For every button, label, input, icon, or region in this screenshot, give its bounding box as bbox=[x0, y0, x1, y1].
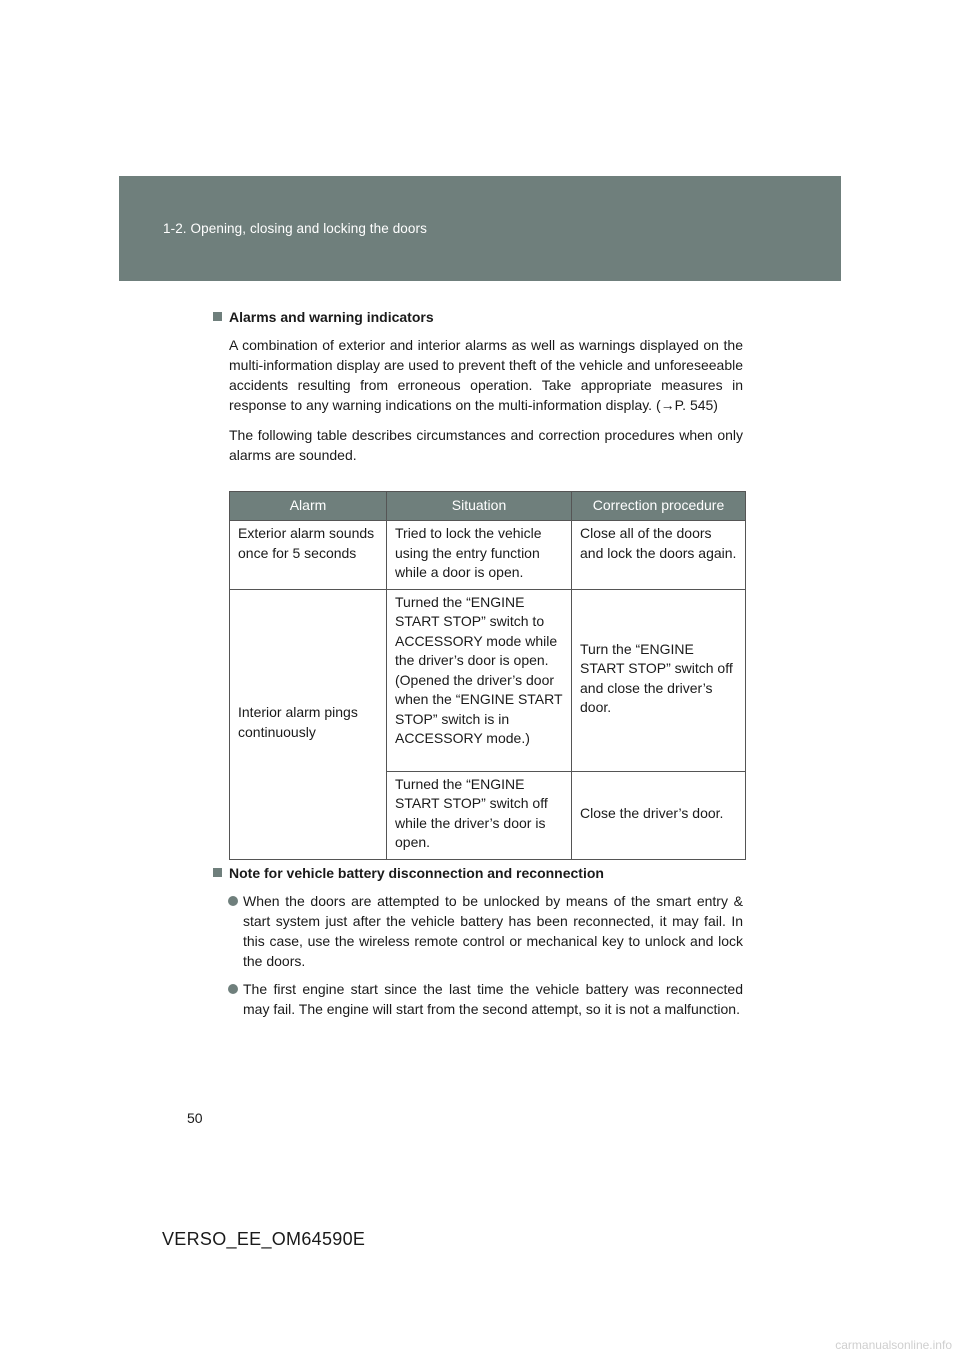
table-cell-alarm: Interior alarm pings continuously bbox=[230, 589, 387, 859]
square-bullet-icon bbox=[213, 312, 222, 321]
table-row bbox=[230, 589, 746, 771]
table-row bbox=[230, 521, 746, 590]
section-heading bbox=[213, 863, 743, 883]
list-item-text: When the doors are attempted to be unlocked by means of the smart entry & start system just after the vehicle battery has been reconnected, it may fail. In this case, use the wireless remote control or mechanical key to unlock and lock the doors. bbox=[243, 893, 743, 969]
table-cell-situation: Tried to lock the vehicle using the entry function while a door is open. bbox=[387, 521, 572, 590]
table-cell-correction: Close all of the doors and lock the doors again. bbox=[572, 521, 746, 590]
header-band bbox=[119, 176, 841, 281]
watermark: carmanualsonline.info bbox=[835, 1338, 952, 1352]
list-item bbox=[213, 891, 743, 971]
table-intro-paragraph: The following table describes circumstances and correction procedures when only alarms are sounded. bbox=[229, 427, 743, 463]
section-heading-text: Note for vehicle battery disconnection and reconnection bbox=[229, 865, 604, 881]
alarms-section bbox=[213, 307, 743, 465]
square-bullet-icon bbox=[213, 868, 222, 877]
alarm-table bbox=[229, 491, 746, 860]
table-cell-situation: Turned the “ENGINE START STOP” switch to ACCESSORY mode while the driver’s door is open. (Opened the driver’s door when the “ENGINE START STOP” switch is in ACCESSORY mode.) bbox=[387, 589, 572, 771]
circle-bullet-icon bbox=[228, 896, 238, 906]
document-code: VERSO_EE_OM64590E bbox=[162, 1229, 366, 1249]
list-item-text: The first engine start since the last time the vehicle battery was reconnected may fail. The engine will start from the second attempt, so it is not a malfunction. bbox=[243, 981, 743, 1017]
battery-note-section bbox=[213, 863, 743, 1019]
intro-paragraph: A combination of exterior and interior alarms as well as warnings displayed on the multi-information display are used to prevent theft of the vehicle and unforeseeable accidents resulting from erroneous operation. Take appropriate measures in response to any warning indications on the multi-information display. (→P. 545) bbox=[229, 337, 743, 413]
column-header-alarm: Alarm bbox=[230, 492, 387, 521]
table-header-row bbox=[230, 492, 746, 521]
column-header-situation: Situation bbox=[387, 492, 572, 521]
page-number: 50 bbox=[187, 1110, 203, 1126]
table-cell-correction: Turn the “ENGINE START STOP” switch off and close the driver’s door. bbox=[572, 589, 746, 771]
table-cell-alarm: Exterior alarm sounds once for 5 seconds bbox=[230, 521, 387, 590]
circle-bullet-icon bbox=[228, 984, 238, 994]
table-cell-situation: Turned the “ENGINE START STOP” switch off while the driver’s door is open. bbox=[387, 771, 572, 859]
section-title: 1-2. Opening, closing and locking the doors bbox=[163, 221, 427, 236]
table-cell-correction: Close the driver’s door. bbox=[572, 771, 746, 859]
section-heading bbox=[213, 307, 743, 327]
column-header-correction: Correction procedure bbox=[572, 492, 746, 521]
section-heading-text: Alarms and warning indicators bbox=[229, 309, 434, 325]
list-item bbox=[213, 979, 743, 1019]
